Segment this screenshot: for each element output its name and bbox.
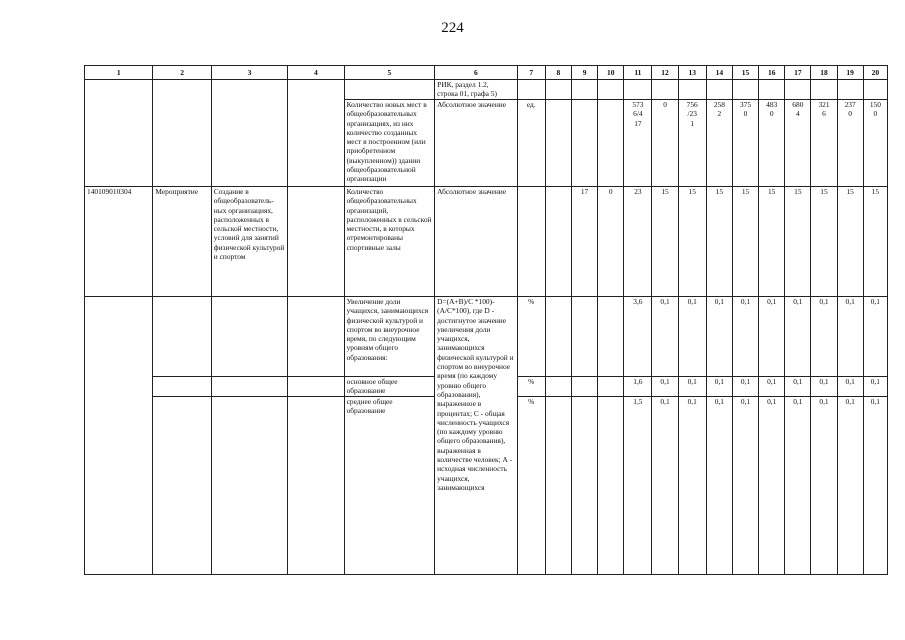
value-cell: 0,1 — [863, 377, 887, 397]
value-cell: 15 — [732, 187, 758, 297]
value-cell: 1,6 — [624, 377, 652, 397]
table-cell — [153, 80, 211, 187]
table-cell — [153, 396, 211, 574]
table-cell — [624, 80, 652, 100]
table-cell — [153, 377, 211, 397]
unit-cell: % — [517, 396, 545, 574]
header-cell: 4 — [288, 66, 344, 80]
value-cell: 0,1 — [732, 396, 758, 574]
value-cell: 0,1 — [785, 396, 811, 574]
table-cell — [288, 297, 344, 377]
value-cell: 0,1 — [785, 297, 811, 377]
value-cell: 258 2 — [706, 100, 732, 187]
header-cell: 18 — [811, 66, 837, 80]
value-cell: 0,1 — [837, 396, 863, 574]
header-cell: 2 — [153, 66, 211, 80]
header-cell: 13 — [678, 66, 706, 80]
source-note: РИК, раздел 1.2, строка 01, графа 5) — [435, 80, 518, 100]
table-cell — [545, 377, 571, 397]
value-cell: 0,1 — [759, 377, 785, 397]
value-cell: 756 /23 1 — [678, 100, 706, 187]
header-cell: 3 — [211, 66, 287, 80]
table-cell — [288, 187, 344, 297]
table-cell — [598, 100, 624, 187]
header-cell: 20 — [863, 66, 887, 80]
header-cell: 15 — [732, 66, 758, 80]
table-cell — [652, 80, 678, 100]
value-cell: 0,1 — [837, 377, 863, 397]
value-cell: 0,1 — [863, 297, 887, 377]
value-cell: 237 0 — [837, 100, 863, 187]
table-cell — [288, 377, 344, 397]
value-cell: 375 0 — [732, 100, 758, 187]
indicator-name: Количество общеобразовательных организаций, расположенных в сельской местности, в которых отремонтированы спортивные залы — [344, 187, 435, 297]
indicator-name: основное общее образование — [344, 377, 435, 397]
table-cell — [598, 297, 624, 377]
value-cell: 0,1 — [759, 396, 785, 574]
value-cell: 0,1 — [706, 297, 732, 377]
header-row — [85, 66, 888, 80]
table-cell — [837, 80, 863, 100]
table-cell — [598, 80, 624, 100]
value-cell: 23 — [624, 187, 652, 297]
value-cell: 0 — [598, 187, 624, 297]
value-cell: 0,1 — [652, 396, 678, 574]
value-cell: 3,6 — [624, 297, 652, 377]
unit-cell: ед. — [517, 100, 545, 187]
table-cell — [598, 377, 624, 397]
table-cell — [545, 187, 571, 297]
table-cell — [759, 80, 785, 100]
header-cell: 16 — [759, 66, 785, 80]
indicator-formula: D=(A+B)/C *100)-(A/C*100), где D - достигнутое значение увеличения доли учащихся, занимающихся физической культурой и спортом во внеурочное время (по каждому уровню общего образования), выраженное в процентах; С - общая численность учащихся (по каждому уровню общего образования), выраженная в количестве человек; А - исходная численность учащихся, занимающихся — [435, 297, 518, 575]
table-row — [85, 80, 888, 100]
value-cell: 17 — [571, 187, 597, 297]
table-cell — [571, 100, 597, 187]
table-cell — [211, 396, 287, 574]
value-cell: 483 0 — [759, 100, 785, 187]
value-cell: 15 — [837, 187, 863, 297]
table-cell — [545, 396, 571, 574]
table-cell — [571, 297, 597, 377]
table-cell — [706, 80, 732, 100]
value-cell: 15 — [759, 187, 785, 297]
value-cell: 0,1 — [732, 377, 758, 397]
table-cell — [517, 187, 545, 297]
table-cell — [545, 100, 571, 187]
value-cell: 0,1 — [652, 377, 678, 397]
event-code: 140109010304 — [85, 187, 153, 297]
value-cell: 680 4 — [785, 100, 811, 187]
indicator-method: Абсолютное значение — [435, 100, 518, 187]
table-cell — [732, 80, 758, 100]
value-cell: 0,1 — [678, 297, 706, 377]
header-cell: 8 — [545, 66, 571, 80]
header-cell: 9 — [571, 66, 597, 80]
table-cell — [678, 80, 706, 100]
table-cell — [153, 297, 211, 377]
value-cell: 15 — [811, 187, 837, 297]
header-cell: 11 — [624, 66, 652, 80]
header-cell: 5 — [344, 66, 435, 80]
event-type: Мероприятие — [153, 187, 211, 297]
event-name: Создание в общеобразователь-ных организациях, расположенных в сельской местности, условий для занятий физической культурой и спортом — [211, 187, 287, 297]
indicator-name: среднее общее образование — [344, 396, 435, 574]
value-cell: 1,5 — [624, 396, 652, 574]
indicator-name: Увеличение доли учащихся, занимающихся физической культурой и спортом во внеурочное время, по следующим уровням общего образования: — [344, 297, 435, 377]
header-cell: 6 — [435, 66, 518, 80]
value-cell: 15 — [652, 187, 678, 297]
value-cell: 0,1 — [863, 396, 887, 574]
table-cell — [811, 80, 837, 100]
table-cell — [344, 80, 435, 100]
indicator-method: Абсолютное значение — [435, 187, 518, 297]
table-cell — [571, 396, 597, 574]
value-cell: 0,1 — [678, 396, 706, 574]
table-cell — [517, 80, 545, 100]
table-row — [85, 187, 888, 297]
value-cell: 0,1 — [759, 297, 785, 377]
table-row — [85, 297, 888, 377]
indicator-name: Количество новых мест в общеобразовательных организациях, из них количество созданных мест в построенном (или приобретенном (выкупленном)) здании общеобразовательной организации — [344, 100, 435, 187]
value-cell: 0,1 — [706, 377, 732, 397]
value-cell: 0,1 — [678, 377, 706, 397]
value-cell: 150 0 — [863, 100, 887, 187]
table-cell — [598, 396, 624, 574]
value-cell: 15 — [706, 187, 732, 297]
header-cell: 19 — [837, 66, 863, 80]
value-cell: 0,1 — [785, 377, 811, 397]
header-cell: 1 — [85, 66, 153, 80]
value-cell: 573 6/4 17 — [624, 100, 652, 187]
table-cell — [85, 297, 153, 575]
value-cell: 321 6 — [811, 100, 837, 187]
table-cell — [571, 377, 597, 397]
value-cell: 0,1 — [706, 396, 732, 574]
table-cell — [545, 297, 571, 377]
table-cell — [85, 80, 153, 187]
value-cell: 0,1 — [811, 297, 837, 377]
table-cell — [571, 80, 597, 100]
header-cell: 17 — [785, 66, 811, 80]
value-cell: 15 — [678, 187, 706, 297]
value-cell: 15 — [785, 187, 811, 297]
value-cell: 0,1 — [652, 297, 678, 377]
header-cell: 12 — [652, 66, 678, 80]
table-cell — [288, 396, 344, 574]
unit-cell: % — [517, 377, 545, 397]
table-cell — [211, 80, 287, 187]
value-cell: 0,1 — [837, 297, 863, 377]
table-cell — [545, 80, 571, 100]
table-cell — [211, 297, 287, 377]
table-cell — [863, 80, 887, 100]
table-cell — [288, 80, 344, 187]
value-cell: 0,1 — [811, 377, 837, 397]
table-cell — [785, 80, 811, 100]
value-cell: 0,1 — [732, 297, 758, 377]
value-cell: 0,1 — [811, 396, 837, 574]
header-cell: 14 — [706, 66, 732, 80]
page-number: 224 — [441, 20, 464, 36]
program-indicators-table — [84, 65, 888, 575]
value-cell: 15 — [863, 187, 887, 297]
header-cell: 7 — [517, 66, 545, 80]
table-cell — [211, 377, 287, 397]
unit-cell: % — [517, 297, 545, 377]
value-cell: 0 — [652, 100, 678, 187]
header-cell: 10 — [598, 66, 624, 80]
